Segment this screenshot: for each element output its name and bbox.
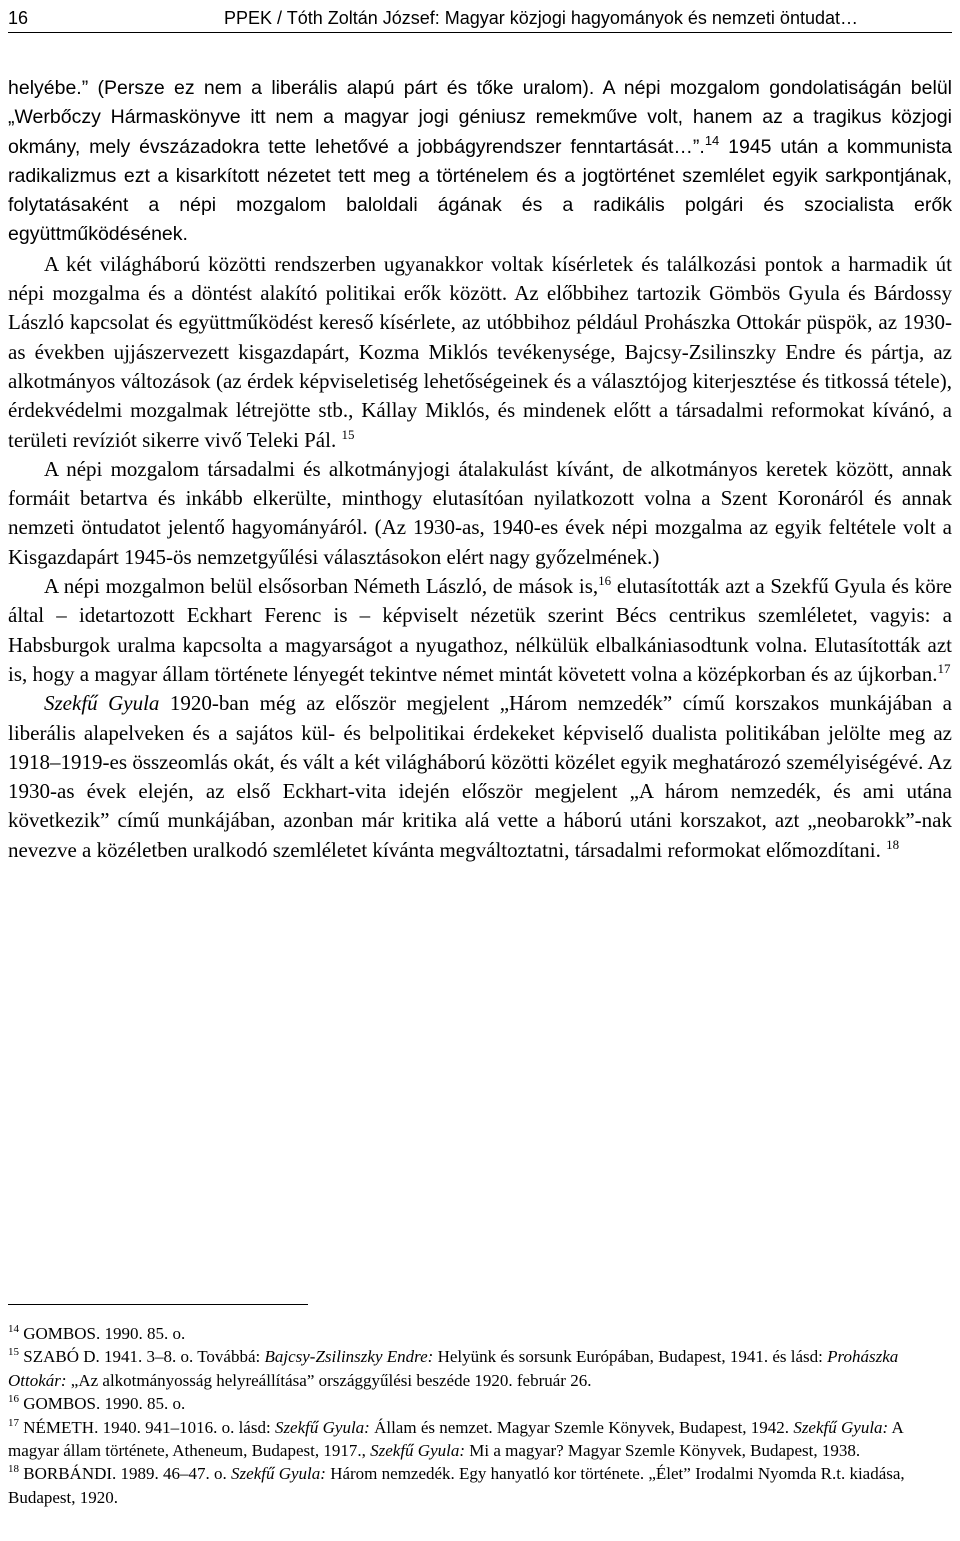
footnote-ref-16[interactable]: 16 bbox=[598, 573, 612, 589]
footnote-number: 15 bbox=[8, 1346, 19, 1359]
paragraph-text: 1945 után a kommunista radikalizmus ezt a kisarkított nézetet tett meg a történelem és a jogtörténet szemlélet egyik sarkpontjának, folytatásaként a népi mozgalom baloldali ágának és a radikális polgári és szocialista erők együttműködésének. bbox=[8, 135, 952, 246]
footnote-number: 16 bbox=[8, 1393, 19, 1406]
footnote-author: Szekfű Gyula: bbox=[274, 1417, 370, 1437]
paragraph-text: A népi mozgalmon belül elsősorban Németh László, de mások is, bbox=[44, 574, 599, 599]
footnote-text: A magyar állam története, Atheneum, Budapest, 1917., bbox=[8, 1417, 903, 1461]
footnotes bbox=[8, 1322, 952, 1509]
paragraph-5 bbox=[8, 689, 952, 865]
footnote-15 bbox=[8, 1345, 952, 1392]
footnote-ref-14[interactable]: 14 bbox=[704, 132, 720, 148]
footnote-text: GOMBOS. 1990. 85. o. bbox=[19, 1394, 186, 1414]
footnote-text: SZABÓ D. 1941. 3–8. o. Továbbá: bbox=[19, 1347, 265, 1367]
footnote-text: Három nemzedék. Egy hanyatló kor története. „Élet” Irodalmi Nyomda R.t. kiadása, Budapest, 1920. bbox=[8, 1464, 905, 1507]
footnote-separator bbox=[8, 1304, 308, 1305]
footnote-author: Prohászka Ottokár: bbox=[8, 1347, 899, 1390]
footnote-text: „Az alkotmányosság helyreállítása” országgyűlési beszéde 1920. február 26. bbox=[66, 1370, 592, 1390]
page-number: 16 bbox=[8, 8, 29, 28]
paragraph-3 bbox=[8, 455, 952, 572]
running-title: PPEK / Tóth Zoltán József: Magyar közjogi hagyományok és nemzeti öntudat… bbox=[224, 8, 858, 28]
footnote-text: Helyünk és sorsunk Európában, Budapest, 1941. és lásd: bbox=[433, 1347, 828, 1367]
footnote-text: Állam és nemzet. Magyar Szemle Könyvek, Budapest, 1942. bbox=[369, 1417, 794, 1437]
footnote-number: 14 bbox=[8, 1323, 19, 1335]
paragraph-text: helyébe.” (Persze ez nem a liberális alapú párt és tőke uralom). A népi mozgalom gondolatiságán belül „Werbőczy Hármaskönyve itt nem a magyar jogi géniusz remekműve volt, hanem az a tragikus közjogi okmány, mely évszázadokra tette lehetővé a jobbágyrendszer fenntartását…”. bbox=[8, 77, 952, 158]
footnote-18 bbox=[8, 1462, 952, 1509]
footnote-14 bbox=[8, 1322, 952, 1345]
main-text bbox=[8, 74, 952, 865]
footnote-author: Szekfű Gyula: bbox=[231, 1464, 326, 1484]
footnote-ref-17[interactable]: 17 bbox=[937, 660, 951, 676]
paragraph-text: A népi mozgalom társadalmi és alkotmányjogi átalakulást kívánt, de alkotmányos keretek között, annak formáit betartva és inkább elkerülte, minthogy elutasítóan nyilatkozott volna a Szent Koronáról és annak nemzeti öntudatot jelentő hagyományáról. (Az 1930-as, 1940-es évek népi mozgalma az egyik feltétele volt a Kisgazdapárt 1945-ös nemzetgyűlési választásokon elért nagy győzelmének.) bbox=[8, 456, 952, 569]
footnote-text: Mi a magyar? Magyar Szemle Könyvek, Budapest, 1938. bbox=[465, 1441, 861, 1461]
footnote-ref-18[interactable]: 18 bbox=[886, 836, 900, 852]
footnote-number: 18 bbox=[8, 1463, 19, 1476]
footnote-16 bbox=[8, 1392, 952, 1415]
footnote-text: BORBÁNDI. 1989. 46–47. o. bbox=[19, 1464, 232, 1484]
footnote-author: Bajcsy-Zsilinszky Endre: bbox=[264, 1347, 434, 1367]
paragraph-4 bbox=[8, 572, 952, 689]
paragraph-text: elutasították azt a Szekfű Gyula és köre által – idetartozott Eckhart Ferenc is – képviselt nézetük szerint Bécs centrikus szemléletet, vagyis: a Habsburgok uralma kapcsolta a magyarságot a nyugathoz, nélkülük elbalkániasodtunk volna. Elutasították azt is, hogy a magyar állam története lényegét tekintve német mintát követett volna a középkorban és az újkorban. bbox=[8, 574, 953, 686]
paragraph-text: A két világháború közötti rendszerben ugyanakkor voltak kísérletek és találkozási pontok a harmadik út népi mozgalma és a döntést alakító politikai erők között. Az előbbihez tartozik Gömbös Gyula és Bárdossy László kapcsolat és együttműködést kereső kísérlete, az utóbbihoz például Prohászka Ottokár püspök, az 1930-as években ujjászervezett kisgazdapárt, Kozma Miklós tevékenysége, Bajcsy-Zsilinszky Endre és pártja, az alkotmányos változások (az érdek képviseletiség lehetőségeinek és a választójog kiterjesztése és titkossá tétele), érdekvédelmi mozgalmak létrejötte stb., Kállay Miklós, és mindenek előtt a társadalmi reformokat kívánó, a területi revíziót sikerre vivő Teleki Pál. bbox=[8, 251, 952, 452]
footnote-17 bbox=[8, 1416, 952, 1463]
paragraph-1 bbox=[8, 74, 952, 250]
running-header bbox=[8, 6, 952, 33]
footnote-author: Szekfű Gyula: bbox=[370, 1441, 465, 1461]
paragraph-2 bbox=[8, 250, 952, 455]
footnote-text: NÉMETH. 1940. 941–1016. o. lásd: bbox=[19, 1417, 275, 1437]
person-name: Szekfű Gyula bbox=[44, 691, 160, 716]
footnote-author: Szekfű Gyula: bbox=[793, 1417, 889, 1437]
footnote-ref-15[interactable]: 15 bbox=[341, 426, 355, 442]
paragraph-text: 1920-ban még az először megjelent „Három nemzedék” című korszakos munkájában a liberális alapelveken és a sajátos kül- és belpolitikai érdekeket képviselő dualista politikában jelölte meg az 1918–1919-es összeomlás okát, és vált a két világháború közötti közélet egyik meghatározó személyiségévé. Az 1930-as évek elején, az első Eckhart-vita idején először megjelent „A három nemzedék, és ami utána következik” című munkájában, azonban már kritika alá vette a háború utáni korszakot, azt „neobarokk”-nak nevezve a közéletben uralkodó szemléletet kívánta megváltoztatni, társadalmi reformokat előmozdítani. bbox=[8, 691, 952, 862]
footnote-text: GOMBOS. 1990. 85. o. bbox=[19, 1324, 186, 1343]
footnote-number: 17 bbox=[8, 1416, 19, 1429]
